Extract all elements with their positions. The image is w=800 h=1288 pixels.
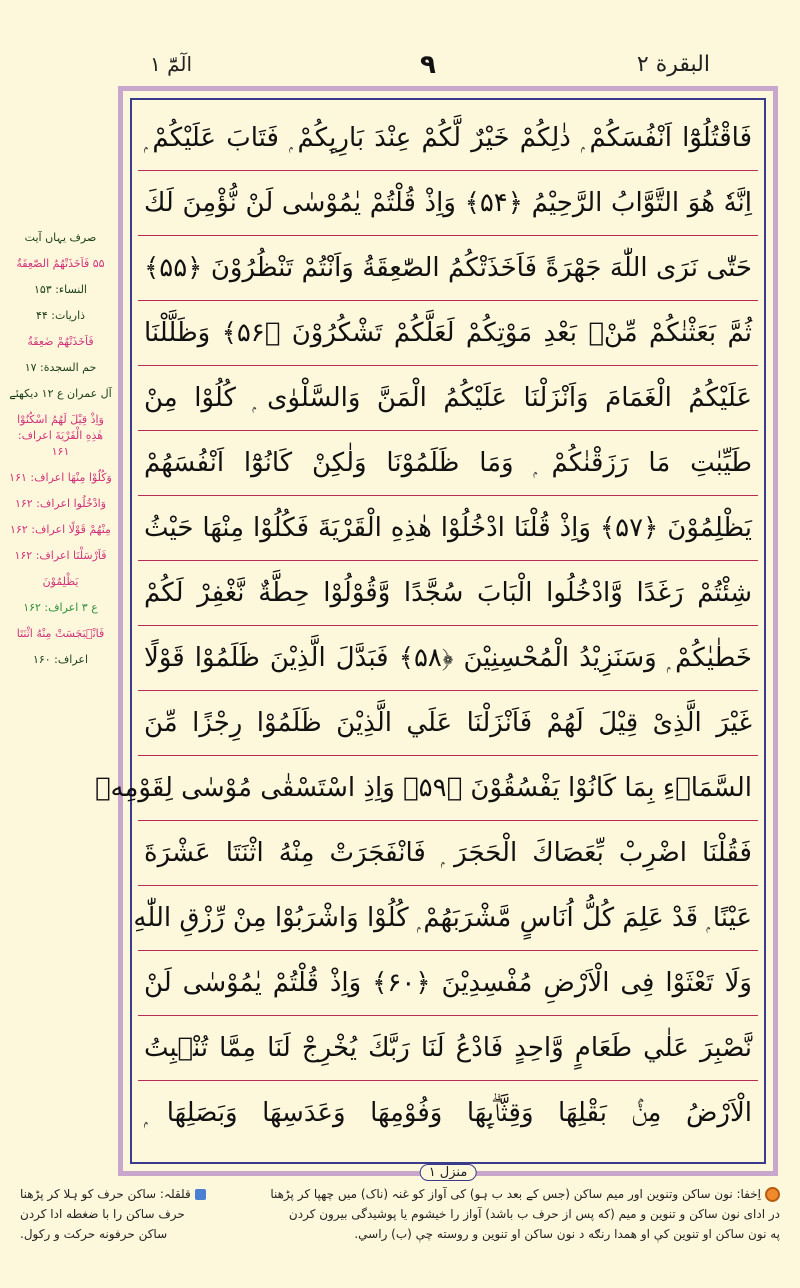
verse-line: فَقُلْنَا اضْرِبْ بِّعَصَاكَ الْحَجَرَ ۭ فَانْفَجَرَتْ مِنْهُ اثْنَتَا عَشْرَةَ: [138, 821, 758, 886]
margin-note: آل عمران ع ۱۲ دیکھئے: [9, 387, 112, 400]
ikhfa-color-icon: [765, 1187, 780, 1202]
verse-line: عَيْنًا ۭ قَدْ عَلِمَ كُلُّ اُنَاسٍ مَّشْرَبَھُمْ ۭ كُلُوْا وَاشْرَبُوْا مِنْ رِّزْقِ اللّٰهِ: [138, 886, 758, 951]
page-header: [150, 52, 710, 88]
verse-line: فَاقْتُلُوْٓا اَنْفُسَكُمْ ۭ ذٰلِكُمْ خَيْرٌ لَّكُمْ عِنْدَ بَارِىِٕكُمْ ۭ فَتَابَ عَلَيْكُمْ ۭ: [138, 106, 758, 171]
footer-rule-persian-2: حرف ساکن را با ضغطه ادا کردن: [20, 1207, 185, 1221]
verse-line: طَيِّبٰتِ مَا رَزَقْنٰكُمْ ۭ وَمَا ظَلَمُوْنَا وَلٰكِنْ كَانُوْٓا اَنْفُسَهُمْ: [138, 431, 758, 496]
verse-line: يَظْلِمُوْنَ ﴿۵۷﴾ وَاِذْ قُلْنَا ادْخُلُوْا ھٰذِهِ الْقَرْيَةَ فَكُلُوْا مِنْهَا حَيْثُ: [138, 496, 758, 561]
margin-note: اعراف: ۱۶۰: [32, 653, 89, 666]
margin-notes: [8, 230, 113, 678]
margin-note: فَانْۢبَجَسَتْ مِنْهُ اثْنَتَا: [16, 627, 105, 640]
margin-note: وَادْخُلُوا اعراف: ۱۶۲: [14, 497, 107, 510]
verse-line: الْاَرْضُ مِنْۢ بَقْلِهَا وَقِثَّاۗىِٕهَا وَفُوْمِهَا وَعَدَسِهَا وَبَصَلِهَا ۭ: [144, 1098, 752, 1128]
juz-name: الٓمّٓ ١: [150, 52, 193, 76]
verse-line: شِئْتُمْ رَغَدًا وَّادْخُلُوا الْبَابَ سُجَّدًا وَّقُوْلُوْا حِطَّةٌ نَّغْفِرْ لَكُمْ: [138, 561, 758, 626]
text-lines: [94, 106, 758, 1156]
verse-line: عَلَيْكُمُ الْغَمَامَ وَاَنْزَلْنَا عَلَيْكُمُ الْمَنَّ وَالسَّلْوٰى ۭ كُلُوْا مِنْ: [138, 366, 758, 431]
margin-note: وَاِذْ قِيْلَ لَهُمُ اسْكُنُوْا هٰذِهِ الْقَرْيَةَ اعراف: ۱۶۱: [17, 413, 104, 458]
footer-rule-pashto-2: ساکن حرفونه حرکت و رکول.: [20, 1227, 168, 1241]
qalqala-color-icon: [195, 1189, 206, 1200]
verse-line: وَلَا تَعْثَوْا فِى الْاَرْضِ مُفْسِدِيْنَ ﴿۶۰﴾ وَاِذْ قُلْتُمْ يٰمُوْسٰى لَنْ: [138, 951, 758, 1016]
verse-line: السَّمَاۗءِ بِمَا كَانُوْا يَفْسُقُوْنَ ﴿۵۹﴾ وَاِذِ اسْتَسْقٰى مُوْسٰى لِقَوْمِهٖ: [138, 756, 758, 821]
footer-rule-qalqala: قلقلہ: ساکن حرف کو ہلا کر پڑھنا: [20, 1184, 206, 1204]
footer-rule-pashto-1: په نون ساکن او تنوین کې او همدا رنګه د نون ساکن او تنوین و روسته چې (ب) راسي.: [354, 1227, 780, 1241]
verse-line: اِنَّهٗ ھُوَ التَّوَّابُ الرَّحِيْمُ ﴿۵۴﴾ وَاِذْ قُلْتُمْ يٰمُوْسٰى لَنْ نُّؤْمِنَ لَكَ: [138, 171, 758, 236]
page-number: ٩: [420, 50, 436, 80]
verse-line: ثُمَّ بَعَثْنٰكُمْ مِّنْۢ بَعْدِ مَوْتِكُمْ لَعَلَّكُمْ تَشْكُرُوْنَ ﴿۵۶﴾ وَظَلَّلْنَا: [138, 301, 758, 366]
footer-rule-ikhfa: اِخفا: نون ساکن وتنوین اور میم ساکن (جس کے بعد ب ہو) کی آواز کو غنہ (ناک) میں چھپا کر پڑھنا: [270, 1184, 780, 1204]
verse-line: حَتّٰى نَرَى اللّٰهَ جَهْرَةً فَاَخَذَتْكُمُ الصّٰعِقَةُ وَاَنْتُمْ تَنْظُرُوْنَ ﴿۵۵﴾: [138, 236, 758, 301]
verse-line: خَطٰيٰكُمْ ۭ وَسَنَزِيْدُ الْمُحْسِنِيْنَ ﴿۵۸﴾ فَبَدَّلَ الَّذِيْنَ ظَلَمُوْا قَوْلًا: [138, 626, 758, 691]
footer-rule-persian-1: در ادای نون ساکن و تنوین و میم (که پس از حرف ب باشد) آواز را خیشوم یا پوشیدگی بیرون کردن: [288, 1207, 780, 1221]
page-frame-inner: [94, 98, 766, 1164]
margin-note: ذاریات: ۴۴: [35, 309, 86, 322]
margin-note: النساء: ۱۵۳: [33, 283, 87, 296]
margin-note: يَظْلِمُوْنَ: [42, 575, 79, 588]
tajweed-footer: [20, 1184, 780, 1284]
margin-note: فَاَخَذَتْهُمْ صٰعِقَةُ: [27, 335, 94, 348]
page-frame: [94, 86, 778, 1180]
margin-note: مِنْهُمْ قَوْلًا اعراف: ۱۶۲: [10, 523, 111, 536]
margin-note: ع ۳ اعراف: ۱۶۲: [23, 601, 98, 614]
verse-line: غَيْرَ الَّذِىْ قِيْلَ لَھُمْ فَاَنْزَلْنَا عَلَي الَّذِيْنَ ظَلَمُوْا رِجْزًا مِّنَ: [138, 691, 758, 756]
verse-line: نَّصْبِرَ عَلٰي طَعَامٍ وَّاحِدٍ فَادْعُ لَنَا رَبَّكَ يُخْرِجْ لَنَا مِمَّا تُنْۢبِتُ: [138, 1016, 758, 1081]
margin-note: حم السجدة: ۱۷: [24, 361, 97, 374]
margin-note: فَاَرْسَلْنَا اعراف: ۱۶۲: [14, 549, 107, 562]
manzil-marker: منزل ١: [420, 1164, 477, 1181]
margin-note: وَكُلُوْا مِنْهَا اعراف: ۱۶۱: [9, 471, 112, 484]
margin-note: ۵۵ فَاَخَذَتْهُمُ الصّٰعِقَةُ: [16, 257, 105, 270]
surah-name: البقرة ٢: [636, 52, 710, 77]
margin-note: صرف یہاں آیت: [24, 231, 97, 244]
